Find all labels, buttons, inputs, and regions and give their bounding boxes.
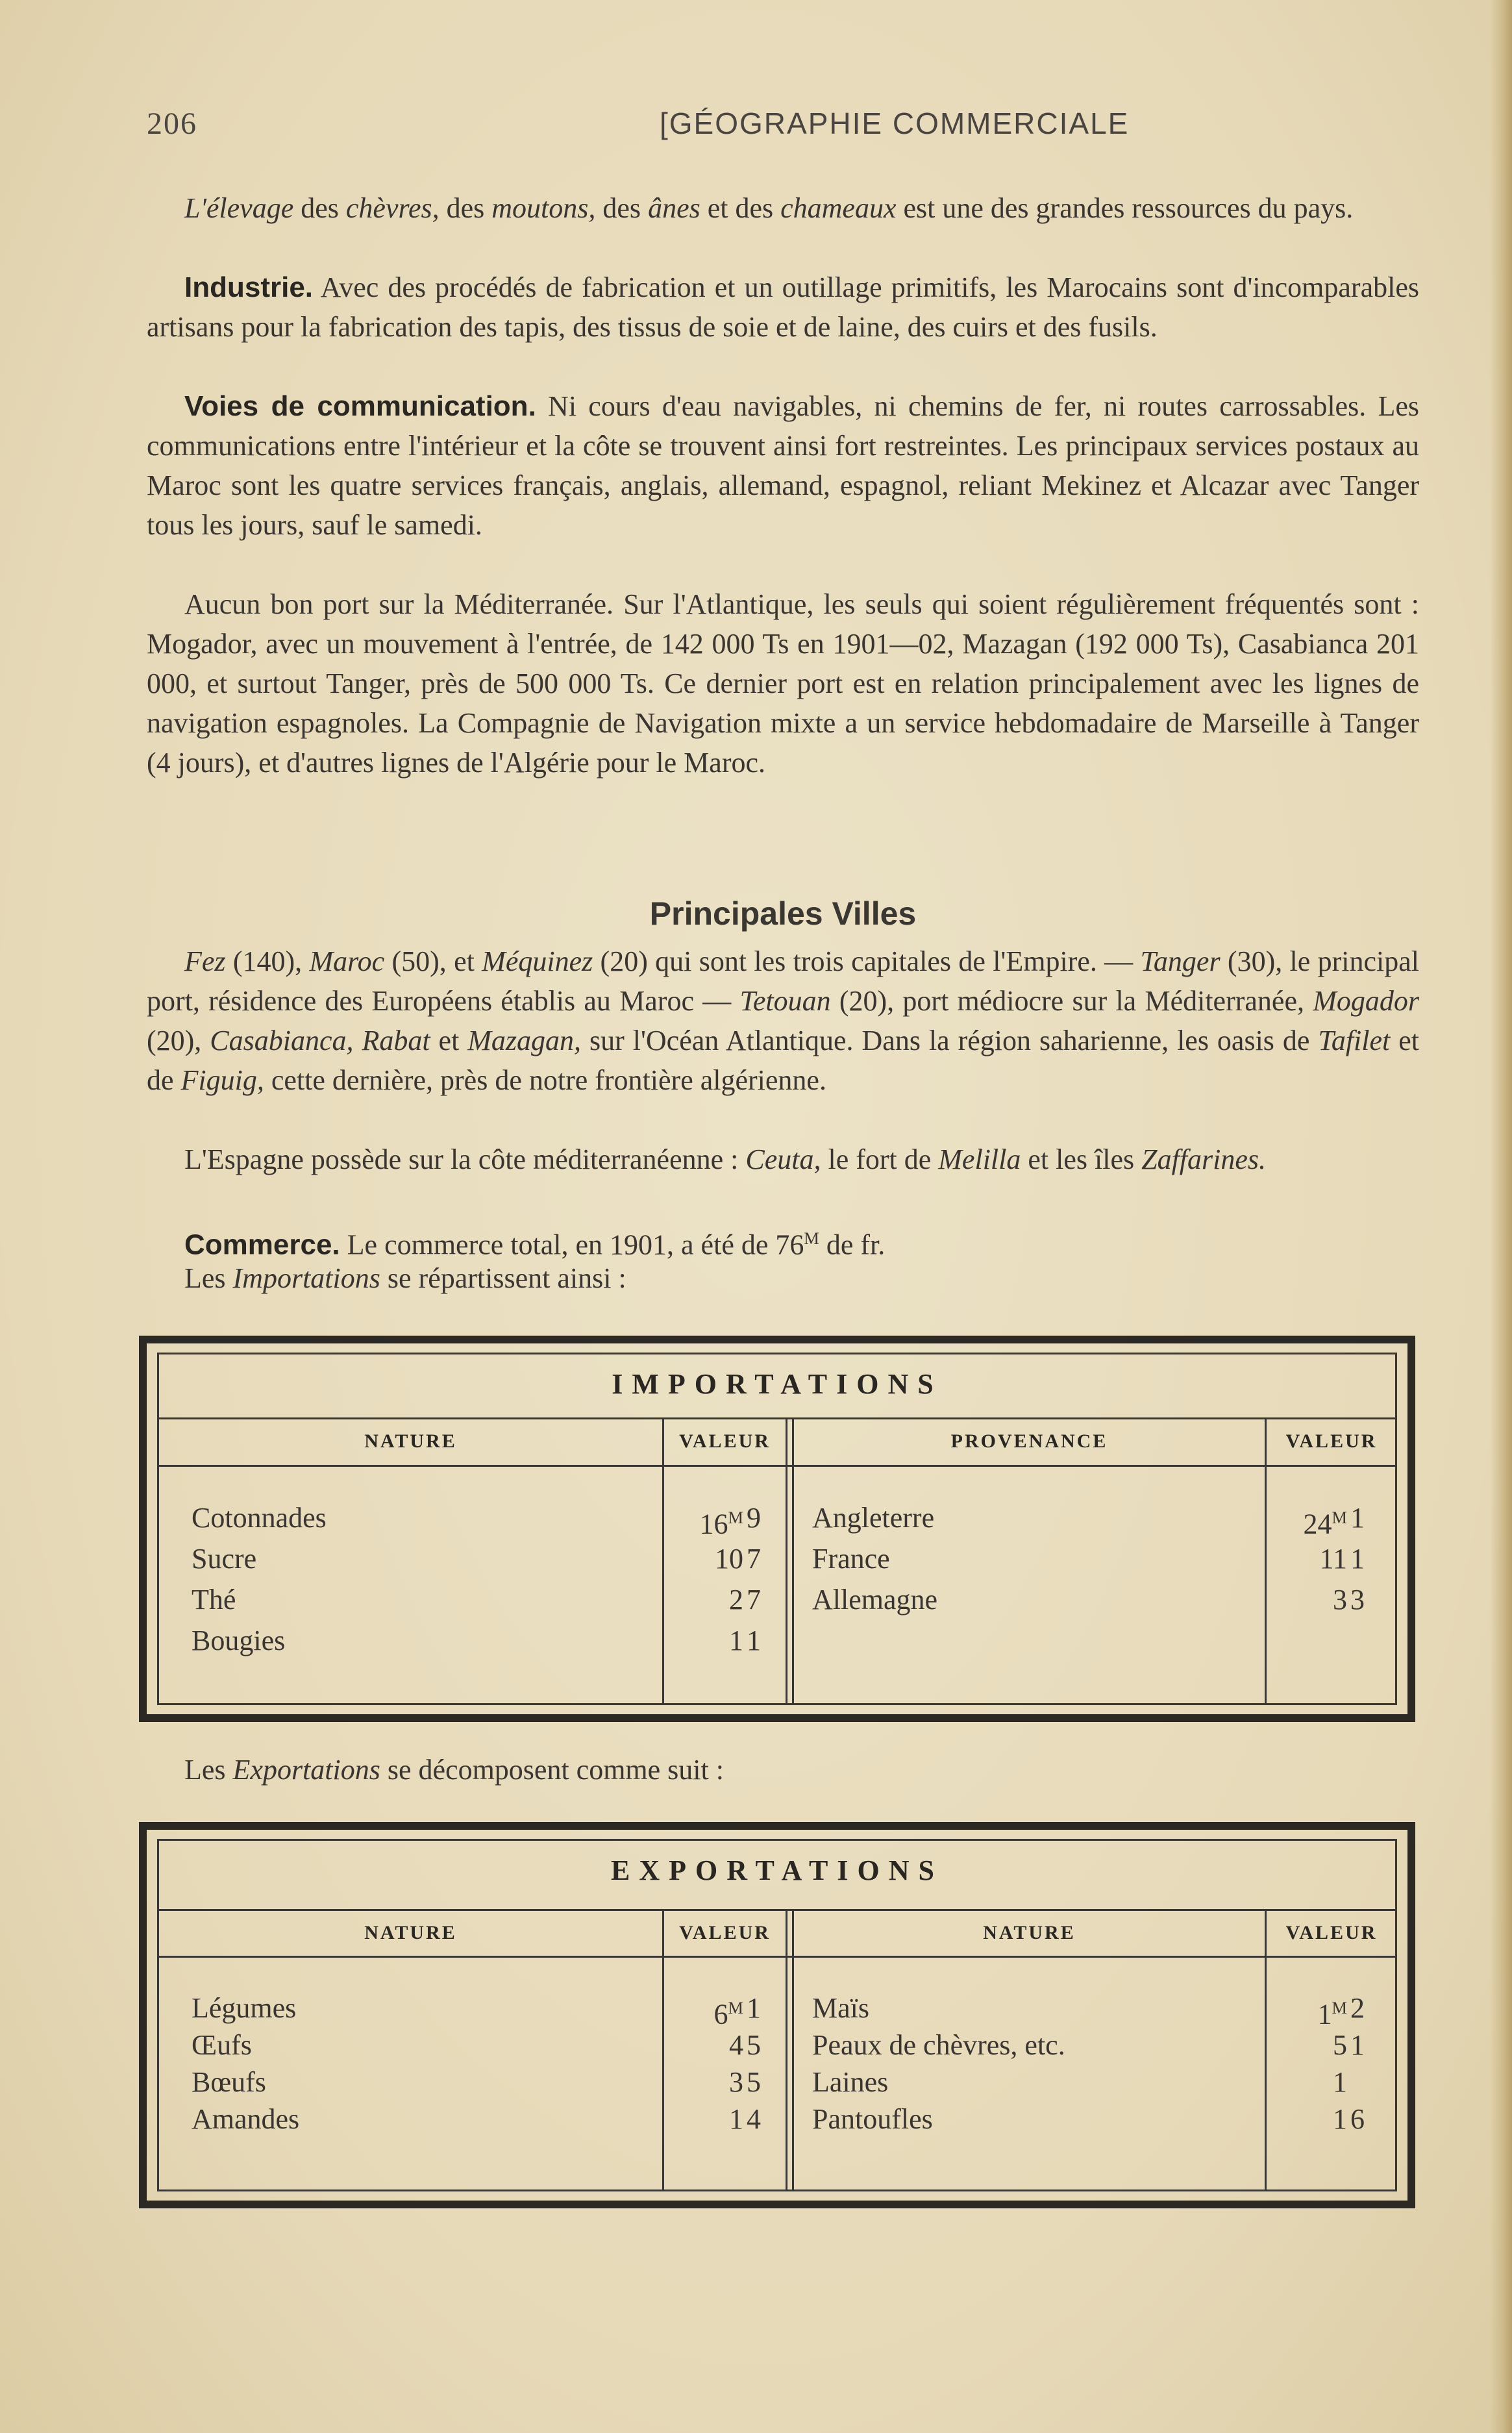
table-cell: 6 [1350,2103,1365,2135]
heading-industrie: Industrie. [184,271,314,303]
table-cell: France [812,1543,890,1575]
table-cell: $16^M$ [699,1508,743,1540]
table-cell: 7 [747,1543,761,1575]
table-cell: 1 [1350,2029,1365,2061]
column-header: PROVENANCE [950,1430,1108,1452]
table-cell: Sucre [192,1543,257,1575]
page-title: [GÉOGRAPHIE COMMERCIALE [660,106,1130,140]
table-cell: 10 [715,1543,743,1575]
column-header: VALEUR [1285,1922,1378,1943]
table-cell: 11 [1319,1543,1347,1575]
table-cell: $24^M$ [1303,1508,1347,1540]
table-title: IMPORTATIONS [612,1368,943,1400]
paragraph-espagne: L'Espagne possède sur la côte méditerranéenne : Ceuta, le fort de Melilla et les îles Zaffarines. [184,1143,1267,1175]
paragraph-exportations-intro: Les Exportations se décomposent comme suit : [184,1754,724,1786]
paragraph-importations-intro: Les Importations se répartissent ainsi : [184,1262,626,1294]
table-cell: Bœufs [192,2066,266,2098]
paragraph-elevage: L'élevage des chèvres, des moutons, des ânes et des chameaux est une des grandes ressources du pays. [184,192,1354,224]
table-cell: Pantoufles [812,2103,933,2135]
table-cell: 4 [747,2103,761,2135]
table-cell: 3 [1333,1584,1347,1616]
table-cell: Cotonnades [192,1502,327,1534]
paragraph-industrie: Industrie. Avec des procédés de fabrication et un outillage primitifs, les Marocains sont d'incomparables artisans pour la fabrication des tapis, des tissus de soie et de laine, des cuirs et des fusils. [147,271,1419,343]
table-cell: Peaux de chèvres, etc. [812,2029,1065,2061]
table-cell: 5 [1333,2029,1347,2061]
table-cell: $6^M$ [713,1998,743,2030]
table-cell: Angleterre [812,1502,935,1534]
paragraph-voies: Voies de communication. Ni cours d'eau navigables, ni chemins de fer, ni routes carrossables. Les communications entre l'intérieur et la côte se trouvent ainsi fort restreintes. Les principaux services postaux au Maroc sont les quatre services français, anglais, allemand, espagnol, reliant Mekinez et Alcazar avec Tanger tous les jours, sauf le samedi. [147,390,1419,541]
table-cell: 1 [729,2103,743,2135]
table-importations [139,1336,1415,1722]
table-cell: 1 [1350,1502,1365,1534]
column-header: NATURE [983,1922,1076,1943]
table-cell: Amandes [192,2103,300,2135]
table-cell: 2 [1350,1992,1365,2024]
column-header: NATURE [364,1922,457,1943]
table-cell: Thé [192,1584,236,1616]
paragraph-ports: Aucun bon port sur la Méditerranée. Sur l'Atlantique, les seuls qui soient régulièrement fréquentés sont : Mogador, avec un mouvement à l'entrée, de 142 000 Ts en 1901—02, Mazagan (192 000 Ts), Casabianca 201 000, et surtout Tanger, près de 500 000 Ts. Ce dernier port est en relation principalement avec les lignes de navigation espagnoles. La Compagnie de Navigation mixte a un service hebdomadaire de Marseille à Tanger (4 jours), et d'autres lignes de l'Algérie pour le Maroc. [147,588,1419,779]
table-cell: Allemagne [812,1584,938,1616]
running-header [147,106,1419,145]
table-cell: 1 [747,1992,761,2024]
column-header: VALEUR [1285,1430,1378,1452]
table-cell: Légumes [192,1992,297,2024]
heading-voies: Voies de communication. [184,390,536,422]
paragraph-villes: Fez (140), Maroc (50), et Méquinez (20) qui sont les trois capitales de l'Empire. — Tanger (30), le principal port, résidence des Européens établis au Maroc — Tetouan (20), port médiocre sur la Méditerranée, Mogador (20), Casabianca, Rabat et Mazagan, sur l'Océan Atlantique. Dans la région saharienne, les oasis de Tafilet et de Figuig, cette dernière, près de notre frontière algérienne. [147,945,1419,1096]
paragraph-commerce: Commerce. Le commerce total, en 1901, a été de $76^M$ de fr. [184,1229,886,1261]
column-header: NATURE [364,1430,457,1452]
page-number: 206 [147,106,197,141]
table-cell: 1 [1333,2103,1347,2135]
table-cell: 9 [747,1502,761,1534]
table-cell: 7 [747,1584,761,1616]
table-cell: 1 [729,1625,743,1656]
table-cell: 3 [1350,1584,1365,1616]
heading-commerce: Commerce. [184,1229,340,1261]
table-cell: 2 [729,1584,743,1616]
table-cell: Maïs [812,1992,869,2024]
table-cell: 5 [747,2066,761,2098]
column-header: VALEUR [679,1922,771,1943]
table-cell: 3 [729,2066,743,2098]
table-cell: Œufs [192,2029,252,2061]
table-cell: 5 [747,2029,761,2061]
table-cell: 1 [747,1625,761,1656]
table-cell: 1 [1350,1543,1365,1575]
table-title: EXPORTATIONS [611,1854,943,1886]
table-cell: Bougies [192,1625,286,1656]
page-edge-shadow [1490,0,1512,2433]
table-cell: $1^M$ [1317,1998,1347,2030]
table-cell: 1 [1333,2066,1347,2098]
column-header: VALEUR [679,1430,771,1452]
section-title-villes: Principales Villes [649,895,917,932]
table-exportations [139,1822,1415,2208]
table-cell: Laines [812,2066,889,2098]
table-cell: 4 [729,2029,743,2061]
